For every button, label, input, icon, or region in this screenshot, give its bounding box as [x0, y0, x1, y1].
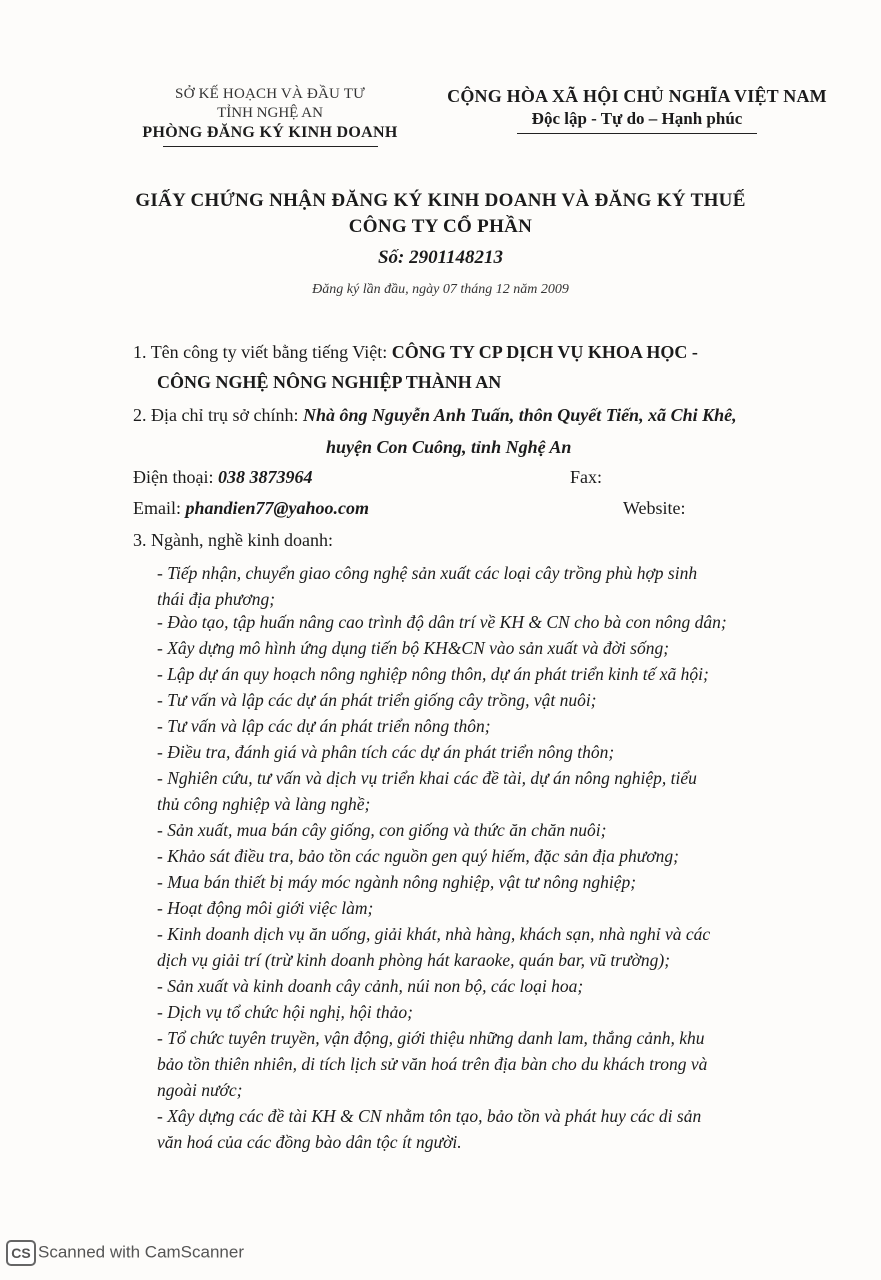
- section-2-line-1: [133, 405, 737, 426]
- section-2-label: Địa chỉ trụ sở chính:: [151, 405, 299, 425]
- activity-line: văn hoá của các đồng bào dân tộc ít người.: [157, 1132, 462, 1152]
- website-label: Website:: [623, 498, 686, 518]
- activity-line: - Xây dựng các đề tài KH & CN nhằm tôn tạo, bảo tồn và phát huy các di sản: [157, 1106, 702, 1126]
- address-line-2: huyện Con Cuông, tỉnh Nghệ An: [326, 437, 572, 457]
- activity-line: - Tổ chức tuyên truyền, vận động, giới thiệu những danh lam, thắng cảnh, khu: [157, 1028, 705, 1048]
- certificate-title-line-1: GIẤY CHỨNG NHẬN ĐĂNG KÝ KINH DOANH VÀ ĐĂNG KÝ THUẾ: [135, 190, 746, 211]
- activity-line: bảo tồn thiên nhiên, di tích lịch sử văn hoá trên địa bàn cho du khách trong và: [157, 1054, 708, 1074]
- activity-line: thủ công nghiệp và làng nghề;: [157, 794, 371, 814]
- activity-line: - Khảo sát điều tra, bảo tồn các nguồn gen quý hiếm, đặc sản địa phương;: [157, 846, 679, 866]
- activity-line: - Lập dự án quy hoạch nông nghiệp nông thôn, dự án phát triển kinh tế xã hội;: [157, 664, 709, 684]
- activity-line: - Mua bán thiết bị máy móc ngành nông nghiệp, vật tư nông nghiệp;: [157, 872, 637, 892]
- certificate-title-line-2: CÔNG TY CỔ PHẦN: [348, 216, 533, 237]
- activity-line: - Tiếp nhận, chuyển giao công nghệ sản xuất các loại cây trồng phù hợp sinh: [157, 563, 698, 583]
- authority-line-2: TỈNH NGHỆ AN: [217, 105, 323, 121]
- phone-row: [133, 467, 312, 488]
- authority-line-1: SỞ KẾ HOẠCH VÀ ĐẦU TƯ: [175, 86, 365, 102]
- national-heading: [432, 86, 842, 134]
- section-3-heading: [133, 530, 333, 551]
- fax-label: Fax:: [570, 467, 603, 487]
- activity-line: - Dịch vụ tổ chức hội nghị, hội thảo;: [157, 1002, 413, 1022]
- issuing-authority: [120, 86, 420, 147]
- phone-value: 038 3873964: [217, 467, 313, 487]
- address-line-1: Nhà ông Nguyễn Anh Tuấn, thôn Quyết Tiến, xã Chi Khê,: [303, 405, 737, 425]
- certificate-number: Số: 2901148213: [377, 247, 504, 268]
- activity-line: thái địa phương;: [157, 589, 276, 609]
- activity-line: - Điều tra, đánh giá và phân tích các dự án phát triển nông thôn;: [157, 742, 615, 762]
- section-3-number: 3.: [133, 530, 147, 550]
- email-row: [133, 498, 369, 519]
- activity-line: - Xây dựng mô hình ứng dụng tiến bộ KH&CN vào sản xuất và đời sống;: [157, 638, 670, 658]
- email-label: Email:: [133, 498, 181, 518]
- scanner-watermark: [6, 1240, 244, 1266]
- activity-line: - Đào tạo, tập huấn nâng cao trình độ dân trí về KH & CN cho bà con nông dân;: [157, 612, 727, 632]
- activity-line: - Sản xuất và kinh doanh cây cảnh, núi non bộ, các loại hoa;: [157, 976, 584, 996]
- section-3-label: Ngành, nghề kinh doanh:: [151, 530, 333, 550]
- section-1-label: Tên công ty viết bằng tiếng Việt:: [150, 342, 388, 362]
- motto-underline: [517, 133, 757, 134]
- activity-line: - Tư vấn và lập các dự án phát triển giống cây trồng, vật nuôi;: [157, 690, 597, 710]
- registration-date: Đăng ký lần đầu, ngày 07 tháng 12 năm 2009: [312, 282, 569, 297]
- section-1-line-1: [133, 342, 698, 363]
- phone-label: Điện thoại:: [133, 467, 214, 487]
- activity-line: - Sản xuất, mua bán cây giống, con giống và thức ăn chăn nuôi;: [157, 820, 607, 840]
- national-title: CỘNG HÒA XÃ HỘI CHỦ NGHĨA VIỆT NAM: [447, 86, 827, 106]
- scanner-watermark-text: Scanned with CamScanner: [38, 1242, 245, 1262]
- activity-line: - Nghiên cứu, tư vấn và dịch vụ triển khai các đề tài, dự án nông nghiệp, tiểu: [157, 768, 697, 788]
- section-2-number: 2.: [133, 405, 147, 425]
- activity-line: ngoài nước;: [157, 1080, 243, 1100]
- activity-line: dịch vụ giải trí (trừ kinh doanh phòng hát karaoke, quán bar, vũ trường);: [157, 950, 671, 970]
- company-name-line-2: CÔNG NGHỆ NÔNG NGHIỆP THÀNH AN: [157, 372, 502, 392]
- activity-line: - Tư vấn và lập các dự án phát triển nông thôn;: [157, 716, 491, 736]
- email-value: phandien77@yahoo.com: [185, 498, 369, 518]
- activity-line: - Hoạt động môi giới việc làm;: [157, 898, 374, 918]
- section-1-number: 1.: [133, 342, 147, 362]
- company-name-line-1: CÔNG TY CP DỊCH VỤ KHOA HỌC -: [391, 342, 698, 362]
- authority-line-3: PHÒNG ĐĂNG KÝ KINH DOANH: [142, 124, 398, 141]
- national-motto: Độc lập - Tự do – Hạnh phúc: [531, 109, 743, 128]
- authority-underline: [163, 146, 378, 147]
- activity-line: - Kinh doanh dịch vụ ăn uống, giải khát, nhà hàng, khách sạn, nhà nghỉ và các: [157, 924, 711, 944]
- camscanner-logo-icon: CS: [6, 1240, 36, 1266]
